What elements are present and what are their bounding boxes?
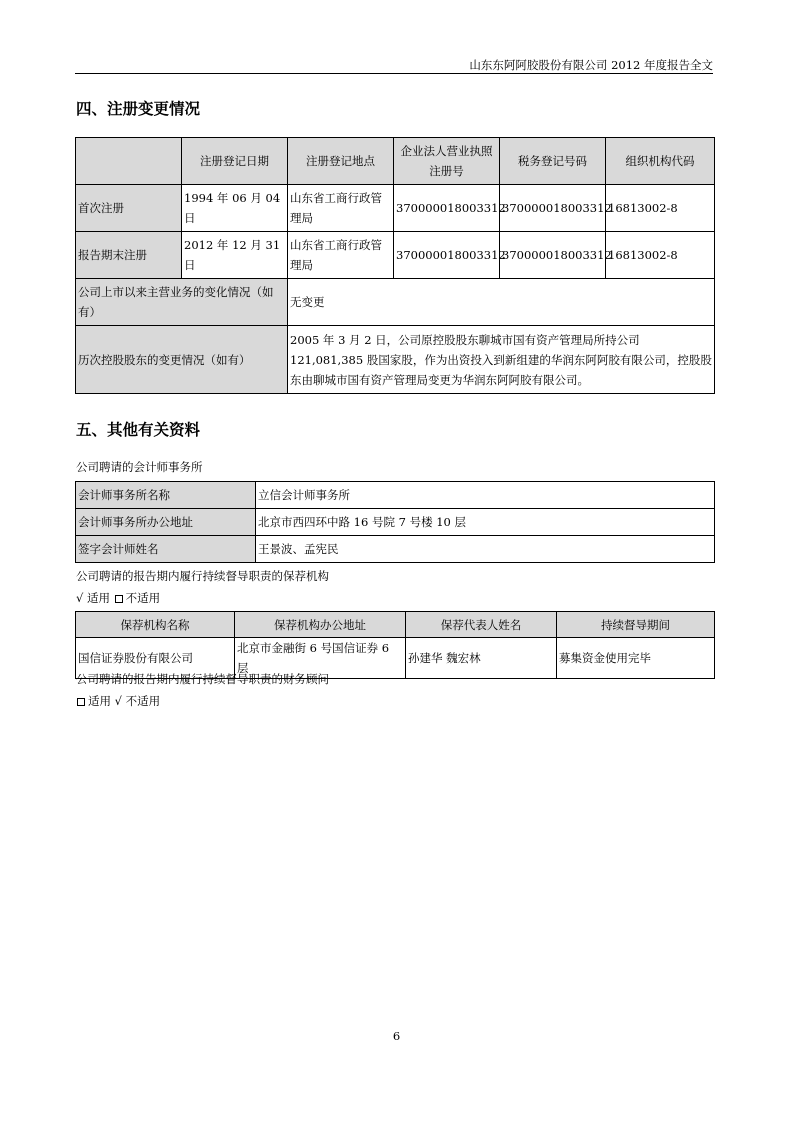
header-cell-blank <box>76 138 182 185</box>
accounting-firm-table <box>75 481 715 563</box>
accounting-firm-label: 公司聘请的会计师事务所 <box>76 460 203 474</box>
business-change-value: 无变更 <box>288 279 715 326</box>
table-cell: 山东省工商行政管理局 <box>288 232 394 279</box>
table-cell: 370000018003312 <box>500 185 606 232</box>
section-title-other-info: 五、其他有关资料 <box>76 421 201 439</box>
table-cell: 1994 年 06 月 04 日 <box>182 185 288 232</box>
row-label: 签字会计师姓名 <box>76 536 256 563</box>
table-cell: 募集资金使用完毕 <box>557 638 715 679</box>
section-title-registration: 四、注册变更情况 <box>76 100 201 118</box>
row-label: 会计师事务所名称 <box>76 482 256 509</box>
table-cell: 国信证券股份有限公司 <box>76 638 235 679</box>
row-label: 报告期末注册 <box>76 232 182 279</box>
header-cell: 持续督导期间 <box>557 612 715 638</box>
sponsor-applicable-option: √ 适用 <box>76 591 110 605</box>
sponsor-not-applicable-option: 不适用 <box>125 591 161 605</box>
header-cell: 保荐机构名称 <box>76 612 235 638</box>
header-cell: 注册登记日期 <box>182 138 288 185</box>
sponsor-label: 公司聘请的报告期内履行持续督导职责的保荐机构 <box>76 569 329 583</box>
table-cell: 16813002-8 <box>606 232 715 279</box>
financial-advisor-label: 公司聘请的报告期内履行持续督导职责的财务顾问 <box>76 672 329 686</box>
page-number: 6 <box>392 1029 401 1043</box>
table-cell: 2012 年 12 月 31 日 <box>182 232 288 279</box>
table-row <box>76 232 715 279</box>
table-row <box>76 536 715 563</box>
header-divider <box>75 73 713 74</box>
advisor-not-applicable-option: √ 不适用 <box>114 694 161 708</box>
registration-table <box>75 137 715 394</box>
table-cell: 16813002-8 <box>606 185 715 232</box>
table-cell: 370000018003312 <box>500 232 606 279</box>
table-cell: 立信会计师事务所 <box>256 482 715 509</box>
table-row <box>76 509 715 536</box>
header-cell: 保荐机构办公地址 <box>235 612 406 638</box>
business-change-label: 公司上市以来主营业务的变化情况（如有） <box>76 279 288 326</box>
registration-header-row <box>76 138 715 185</box>
row-label: 会计师事务所办公地址 <box>76 509 256 536</box>
header-cell: 注册登记地点 <box>288 138 394 185</box>
table-cell: 370000018003312 <box>394 185 500 232</box>
checkbox-icon <box>77 698 85 706</box>
table-cell: 孙建华 魏宏林 <box>406 638 557 679</box>
checkbox-icon <box>115 595 123 603</box>
table-row <box>76 326 715 394</box>
header-cell: 保荐代表人姓名 <box>406 612 557 638</box>
sponsor-header-row <box>76 612 715 638</box>
row-label: 首次注册 <box>76 185 182 232</box>
header-cell: 税务登记号码 <box>500 138 606 185</box>
table-cell: 山东省工商行政管理局 <box>288 185 394 232</box>
shareholder-change-value: 2005 年 3 月 2 日，公司原控股股东聊城市国有资产管理局所持公司 121,081,385 股国家股，作为出资投入到新组建的华润东阿阿胶有限公司，控股股东由聊城市国有资产管理局变更为华润东阿阿胶有限公司。 <box>288 326 715 394</box>
advisor-applicability <box>76 693 160 709</box>
header-cell: 企业法人营业执照注册号 <box>394 138 500 185</box>
table-row <box>76 185 715 232</box>
table-row <box>76 279 715 326</box>
shareholder-change-label: 历次控股股东的变更情况（如有） <box>76 326 288 394</box>
table-cell: 北京市金融街 6 号国信证券 6 层 <box>235 638 406 679</box>
table-cell: 370000018003312 <box>394 232 500 279</box>
table-row <box>76 482 715 509</box>
advisor-applicable-option: 适用 <box>88 694 111 708</box>
header-cell: 组织机构代码 <box>606 138 715 185</box>
sponsor-applicability <box>76 590 160 606</box>
report-header-title: 山东东阿阿胶股份有限公司 2012 年度报告全文 <box>469 58 713 72</box>
table-cell: 王景波、孟宪民 <box>256 536 715 563</box>
table-cell: 北京市西四环中路 16 号院 7 号楼 10 层 <box>256 509 715 536</box>
sponsor-table <box>75 611 715 679</box>
